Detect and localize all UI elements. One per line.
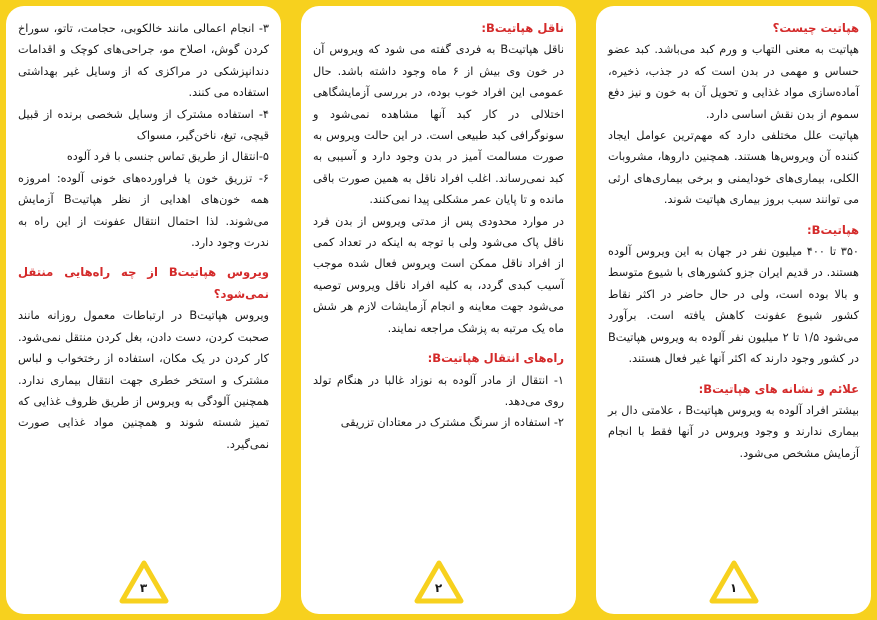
transmission-item-3: ۳- انجام اعمالی مانند خالکوبی، حجامت، تاتو، سوراخ کردن گوش، اصلاح مو، جراحی‌های کوچک و اقدامات دندانپزشکی در مراکزی که از وسایل غیر بهداشتی استفاده می کنند. xyxy=(18,22,269,100)
hepatitis-b-paragraph: ۳۵۰ تا ۴۰۰ میلیون نفر در جهان به این ویروس آلوده هستند. در قدیم ایران جزو کشورهای با شیوع متوسط و بالا بوده است، ولی در حال حاضر در اکثر نقاط کشور شیوع عفونت کاهش یافته است. برآورد می‌شود ۱/۵ تا ۲ میلیون نفر آلوده به ویروس هپاتیتB در کشور وجود دارند که اکثر آنها غیر فعال هستند. xyxy=(608,245,859,366)
page-number-marker xyxy=(119,560,169,604)
transmission-item-2: ۲- استفاده از سرنگ مشترک در معتادان تزریقی xyxy=(340,416,564,430)
transmission-item-4: ۴- استفاده مشترک از وسایل شخصی برنده از قبیل قیچی، تیغ، ناخن‌گیر، مسواک xyxy=(18,107,269,143)
page-number-marker xyxy=(414,560,464,604)
signs-paragraph: بیشتر افراد آلوده به ویروس هپاتیتB ، علامتی دال بر بیماری ندارند و وجود ویروس در آنها فقط با انجام آزمایش مشخص می‌شود. xyxy=(608,403,859,460)
transmission-item-6: ۶- تزریق خون یا فراورده‌های خونی آلوده: امروزه همه خون‌های اهدایی از نظر هپاتیتB آزمایش می‌شوند. لذا احتمال انتقال عفونت از این راه به ندرت وجود دارد. xyxy=(18,171,269,250)
page-number: ۳ xyxy=(139,581,148,595)
what-paragraph-2: هپاتیت علل مختلفی دارد که مهم‌ترین عوامل ایجاد کننده آن ویروس‌ها هستند. همچنین داروها، مشروبات الکلی، بیماری‌های خودایمنی و برخی بیماری‌های ارثی می توانند سبب بروز بیماری هپاتیت شوند. xyxy=(608,129,859,207)
transmission-item-5: ۵-انتقال از طریق تماس جنسی با فرد آلوده xyxy=(66,150,269,164)
brochure-panel-3 xyxy=(6,6,281,614)
carrier-paragraph-1: ناقل هپاتیتB به فردی گفته می شود که ویروس آن در خون وی بیش از ۶ ماه وجود داشته باشد. حال عمومی این افراد خوب بوده، در بررسی آزمایشگاهی اختلالی در کار کبد آنها مشاهده نمی‌شود و سونوگرافی کبد طبیعی است. در این حالت ویروس به صورت مسالمت آمیز در بدن وجود دارد و آسیبی به کبد نمی‌رساند. اغلب افراد ناقل به همین صورت باقی مانده و تا پایان عمر مشکلی پیدا نمی‌کنند. xyxy=(313,43,564,207)
what-paragraph-1: هپاتیت به معنی التهاب و ورم کبد می‌باشد. کبد عضو حساس و مهمی در بدن است که در جذب، ذخیره، آماده‌سازی مواد غذایی و تحویل آن به خون و نیز دفع سموم از بدن نقش اساسی دارد. xyxy=(608,43,859,121)
heading-signs-symptoms: علائم و نشانه های هپاتیتB: xyxy=(698,381,859,396)
heading-what-is-hepatitis: هپاتیت چیست؟ xyxy=(772,21,859,35)
brochure-panel-2 xyxy=(301,6,576,614)
heading-transmission-routes: راه‌های انتقال هپاتیتB: xyxy=(427,351,564,366)
heading-not-transmitted: ویروس هپاتیتB از چه راه‌هایی منتقل نمی‌شود؟ xyxy=(18,265,270,301)
carrier-paragraph-2: در موارد محدودی پس از مدتی ویروس از بدن فرد ناقل پاک می‌شود ولی با توجه به اینکه در تعداد کمی از افراد ناقل ممکن است ویروس فعال شده موجب آسیب کبدی گردد، به کلیه افراد ناقل ویروس توصیه می‌شود جهت معاینه و انجام آزمایشات لازم هر شش ماه یک مرتبه به پزشک مراجعه نمایند. xyxy=(313,214,564,335)
brochure-panel-1 xyxy=(596,6,871,614)
page-number: ۱ xyxy=(729,581,738,595)
transmission-item-1: ۱- انتقال از مادر آلوده به نوزاد غالبا در هنگام تولد روی می‌دهد. xyxy=(313,373,564,408)
not-transmitted-paragraph: ویروس هپاتیتB در ارتباطات معمول روزانه مانند صحبت کردن، دست دادن، بغل کردن منتقل نمی‌شود. کار کردن در یک مکان، استفاده از رختخواب و لباس مشترک و استخر خطری جهت انتقال بیماری ندارد. همچنین آلودگی به ویروس از طریق ظروف غذایی که تمیز شسته شوند و همچنین مواد غذایی صورت نمی‌گیرد. xyxy=(18,309,270,451)
heading-carrier: ناقل هپاتیتB: xyxy=(481,21,564,35)
heading-hepatitis-b: هپاتیتB: xyxy=(807,222,859,237)
page-number: ۲ xyxy=(434,581,443,595)
page-number-marker xyxy=(709,560,759,604)
